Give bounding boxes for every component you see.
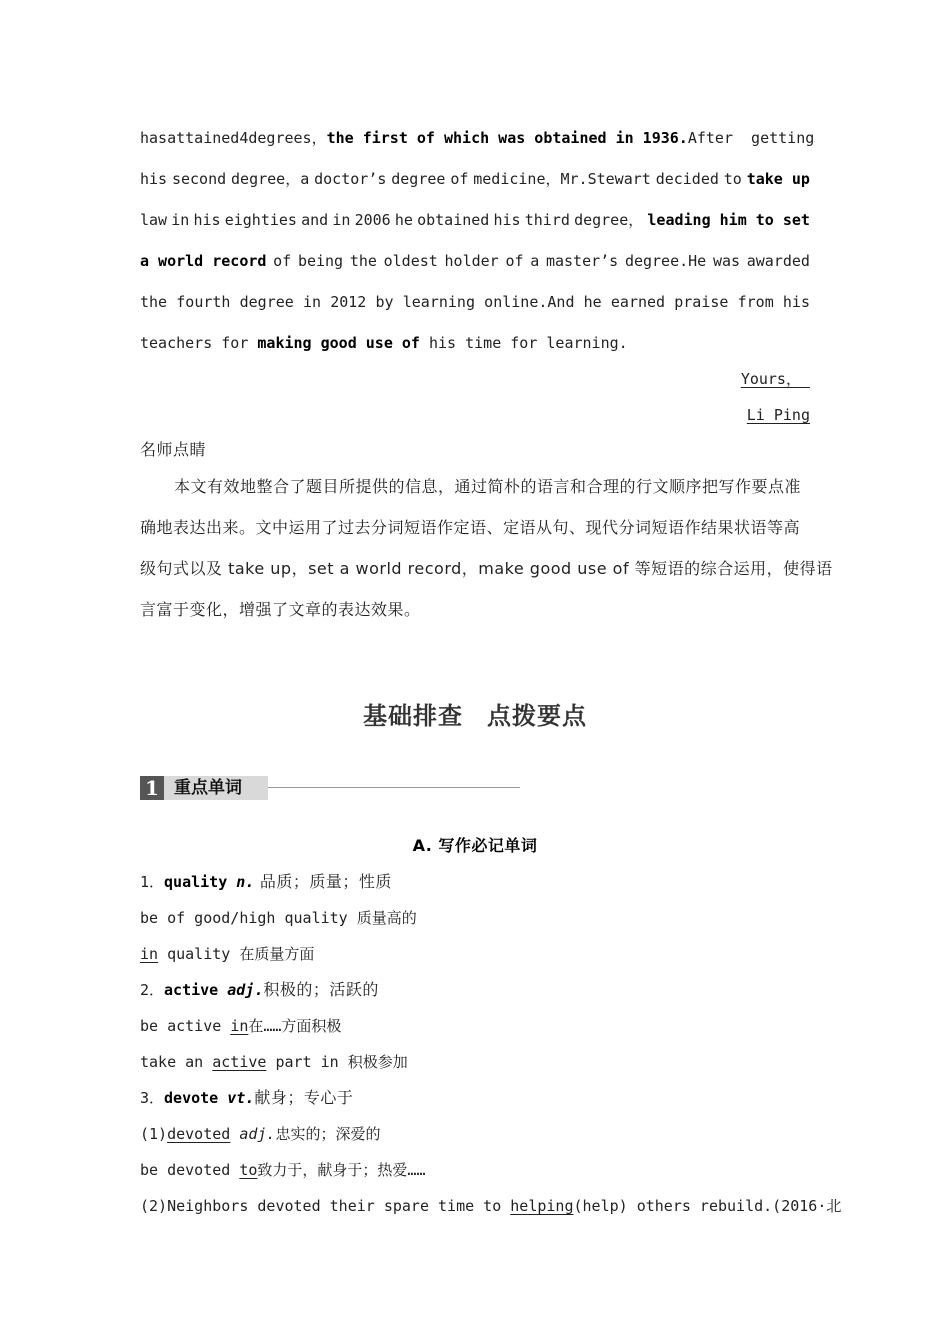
title-part: 基础排查 xyxy=(363,702,463,730)
letter-signature xyxy=(140,405,810,425)
text: third xyxy=(524,211,570,229)
word-entry-3 xyxy=(140,1088,810,1108)
answer-blank: active xyxy=(212,1053,267,1071)
part-of-speech: adj. xyxy=(227,981,264,999)
answer-blank: helping xyxy=(510,1197,574,1215)
phrase: (help) others rebuild.(2016·北 xyxy=(573,1197,842,1215)
text: in xyxy=(332,211,351,229)
text: 4 xyxy=(239,129,249,147)
text: to xyxy=(723,170,742,188)
bold-phrase: leading him to set xyxy=(647,211,810,229)
text: learning xyxy=(402,293,475,311)
text: has xyxy=(140,129,168,147)
part-of-speech: n. xyxy=(236,873,255,891)
document-page xyxy=(140,0,842,1344)
headword: active xyxy=(164,981,219,999)
word-entry-2 xyxy=(140,980,810,1000)
closing-text: Yours， xyxy=(740,370,801,388)
signature-text: Li Ping xyxy=(746,406,810,424)
letter-line-2 xyxy=(140,169,810,189)
answer-blank: in xyxy=(140,945,159,963)
bold-phrase: take up xyxy=(746,170,810,188)
definition: 献身；专心于 xyxy=(254,1088,354,1107)
bold-phrase: making good use of xyxy=(257,334,420,352)
phrase: take an xyxy=(140,1053,213,1071)
text: 2012 xyxy=(330,293,367,311)
text: of xyxy=(450,170,469,188)
text: the xyxy=(140,293,168,311)
headword: devote xyxy=(164,1089,219,1107)
text: praise xyxy=(674,293,729,311)
phrase: 忠实的；深爱的 xyxy=(275,1125,381,1143)
definition: 积极的；活跃的 xyxy=(263,980,379,999)
phrase: be devoted xyxy=(140,1161,240,1179)
text: degree，a xyxy=(231,170,310,188)
letter-closing xyxy=(140,369,810,389)
text: master’s xyxy=(545,252,619,270)
headword: quality xyxy=(164,873,228,891)
bold-phrase: the first of which was obtained in 1936. xyxy=(326,129,688,147)
text: a xyxy=(530,252,540,270)
comment-line-3: 级句式以及 take up，set a world record，make good use of 等短语的综合运用，使得语 xyxy=(140,559,833,578)
comment-line-4: 言富于变化，增强了文章的表达效果。 xyxy=(140,600,421,619)
title-part: 点拨要点 xyxy=(487,702,587,730)
text: doctor’s xyxy=(314,170,387,188)
text: medicine，Mr.Stewart xyxy=(473,170,651,188)
letter-line-3 xyxy=(140,210,810,230)
section-title xyxy=(140,696,810,731)
text: his xyxy=(782,293,810,311)
entry-number: 3． xyxy=(140,1089,165,1107)
text: by xyxy=(375,293,394,311)
text: was xyxy=(712,252,741,270)
text: from xyxy=(737,293,774,311)
letter-line-1 xyxy=(140,128,815,148)
text: degrees， xyxy=(248,129,327,147)
example-sentence xyxy=(140,1196,842,1216)
text: in xyxy=(302,293,322,311)
section-badge xyxy=(140,776,520,800)
letter-line-6 xyxy=(140,333,810,353)
text: obtained xyxy=(417,211,490,229)
text: of xyxy=(505,252,524,270)
text: oldest xyxy=(383,252,438,270)
text: law xyxy=(140,211,168,229)
text: earned xyxy=(610,293,666,311)
text: the xyxy=(349,252,377,270)
phrase: (1) xyxy=(140,1125,168,1143)
text: decided xyxy=(655,170,719,188)
text: holder xyxy=(444,252,499,270)
text: and xyxy=(301,211,329,229)
phrase-line xyxy=(140,908,810,928)
answer-blank: devoted xyxy=(167,1125,231,1143)
entry-number: 2． xyxy=(140,981,165,999)
word-entry-1 xyxy=(140,872,810,892)
answer-blank: to xyxy=(239,1161,258,1179)
phrase-line xyxy=(140,1160,810,1180)
phrase: be of good/high quality 质量高的 xyxy=(140,909,417,927)
phrase: (2)Neighbors devoted their spare time to xyxy=(140,1197,511,1215)
bold-phrase: a world record xyxy=(140,252,267,270)
divider-line xyxy=(268,787,520,788)
text: degree xyxy=(239,293,294,311)
definition: 品质；质量；性质 xyxy=(254,872,392,891)
text: degree， xyxy=(574,211,644,229)
comment-line-2: 确地表达出来。文中运用了过去分词短语作定语、定语从句、现代分词短语作结果状语等高 xyxy=(140,518,801,537)
badge-number: 1 xyxy=(140,776,164,800)
letter-line-5 xyxy=(140,292,810,312)
comment-line-1: 本文有效地整合了题目所提供的信息，通过简朴的语言和合理的行文顺序把写作要点准 xyxy=(174,477,802,496)
text: second xyxy=(171,170,227,188)
text: being xyxy=(297,252,344,270)
badge-label: 重点单词 xyxy=(164,776,268,800)
letter-line-4 xyxy=(140,251,810,271)
text: degree.He xyxy=(624,252,707,270)
text: he xyxy=(394,211,413,229)
phrase-line xyxy=(140,1052,810,1072)
text: he xyxy=(583,293,602,311)
text: eighties xyxy=(224,211,297,229)
text: of xyxy=(273,252,292,270)
entry-number: 1． xyxy=(140,873,165,891)
phrase-line xyxy=(140,1016,810,1036)
answer-blank: in xyxy=(230,1017,249,1035)
text: 2006 xyxy=(354,211,391,229)
text: teachers for xyxy=(140,334,258,352)
text: After getting xyxy=(687,129,815,147)
phrase: 在……方面积极 xyxy=(248,1017,342,1035)
phrase: part in 积极参加 xyxy=(266,1053,408,1071)
text: his time for learning. xyxy=(419,334,628,352)
text: fourth xyxy=(176,293,231,311)
text: attained xyxy=(167,129,240,147)
comment-heading: 名师点睛 xyxy=(140,440,207,459)
part-of-speech: vt. xyxy=(227,1089,255,1107)
text: online.And xyxy=(484,293,575,311)
phrase: be active xyxy=(140,1017,231,1035)
text: his xyxy=(493,211,521,229)
phrase: 致力于，献身于；热爱…… xyxy=(257,1161,426,1179)
text: in xyxy=(171,211,190,229)
text: degree xyxy=(391,170,446,188)
subsection-title: A. 写作必记单词 xyxy=(412,836,538,855)
text: his xyxy=(140,170,168,188)
phrase: quality 在质量方面 xyxy=(158,945,315,963)
text: awarded xyxy=(746,252,810,270)
part-of-speech: adj. xyxy=(230,1125,276,1143)
phrase-line xyxy=(140,1124,810,1144)
phrase-line xyxy=(140,944,810,964)
text: his xyxy=(193,211,221,229)
